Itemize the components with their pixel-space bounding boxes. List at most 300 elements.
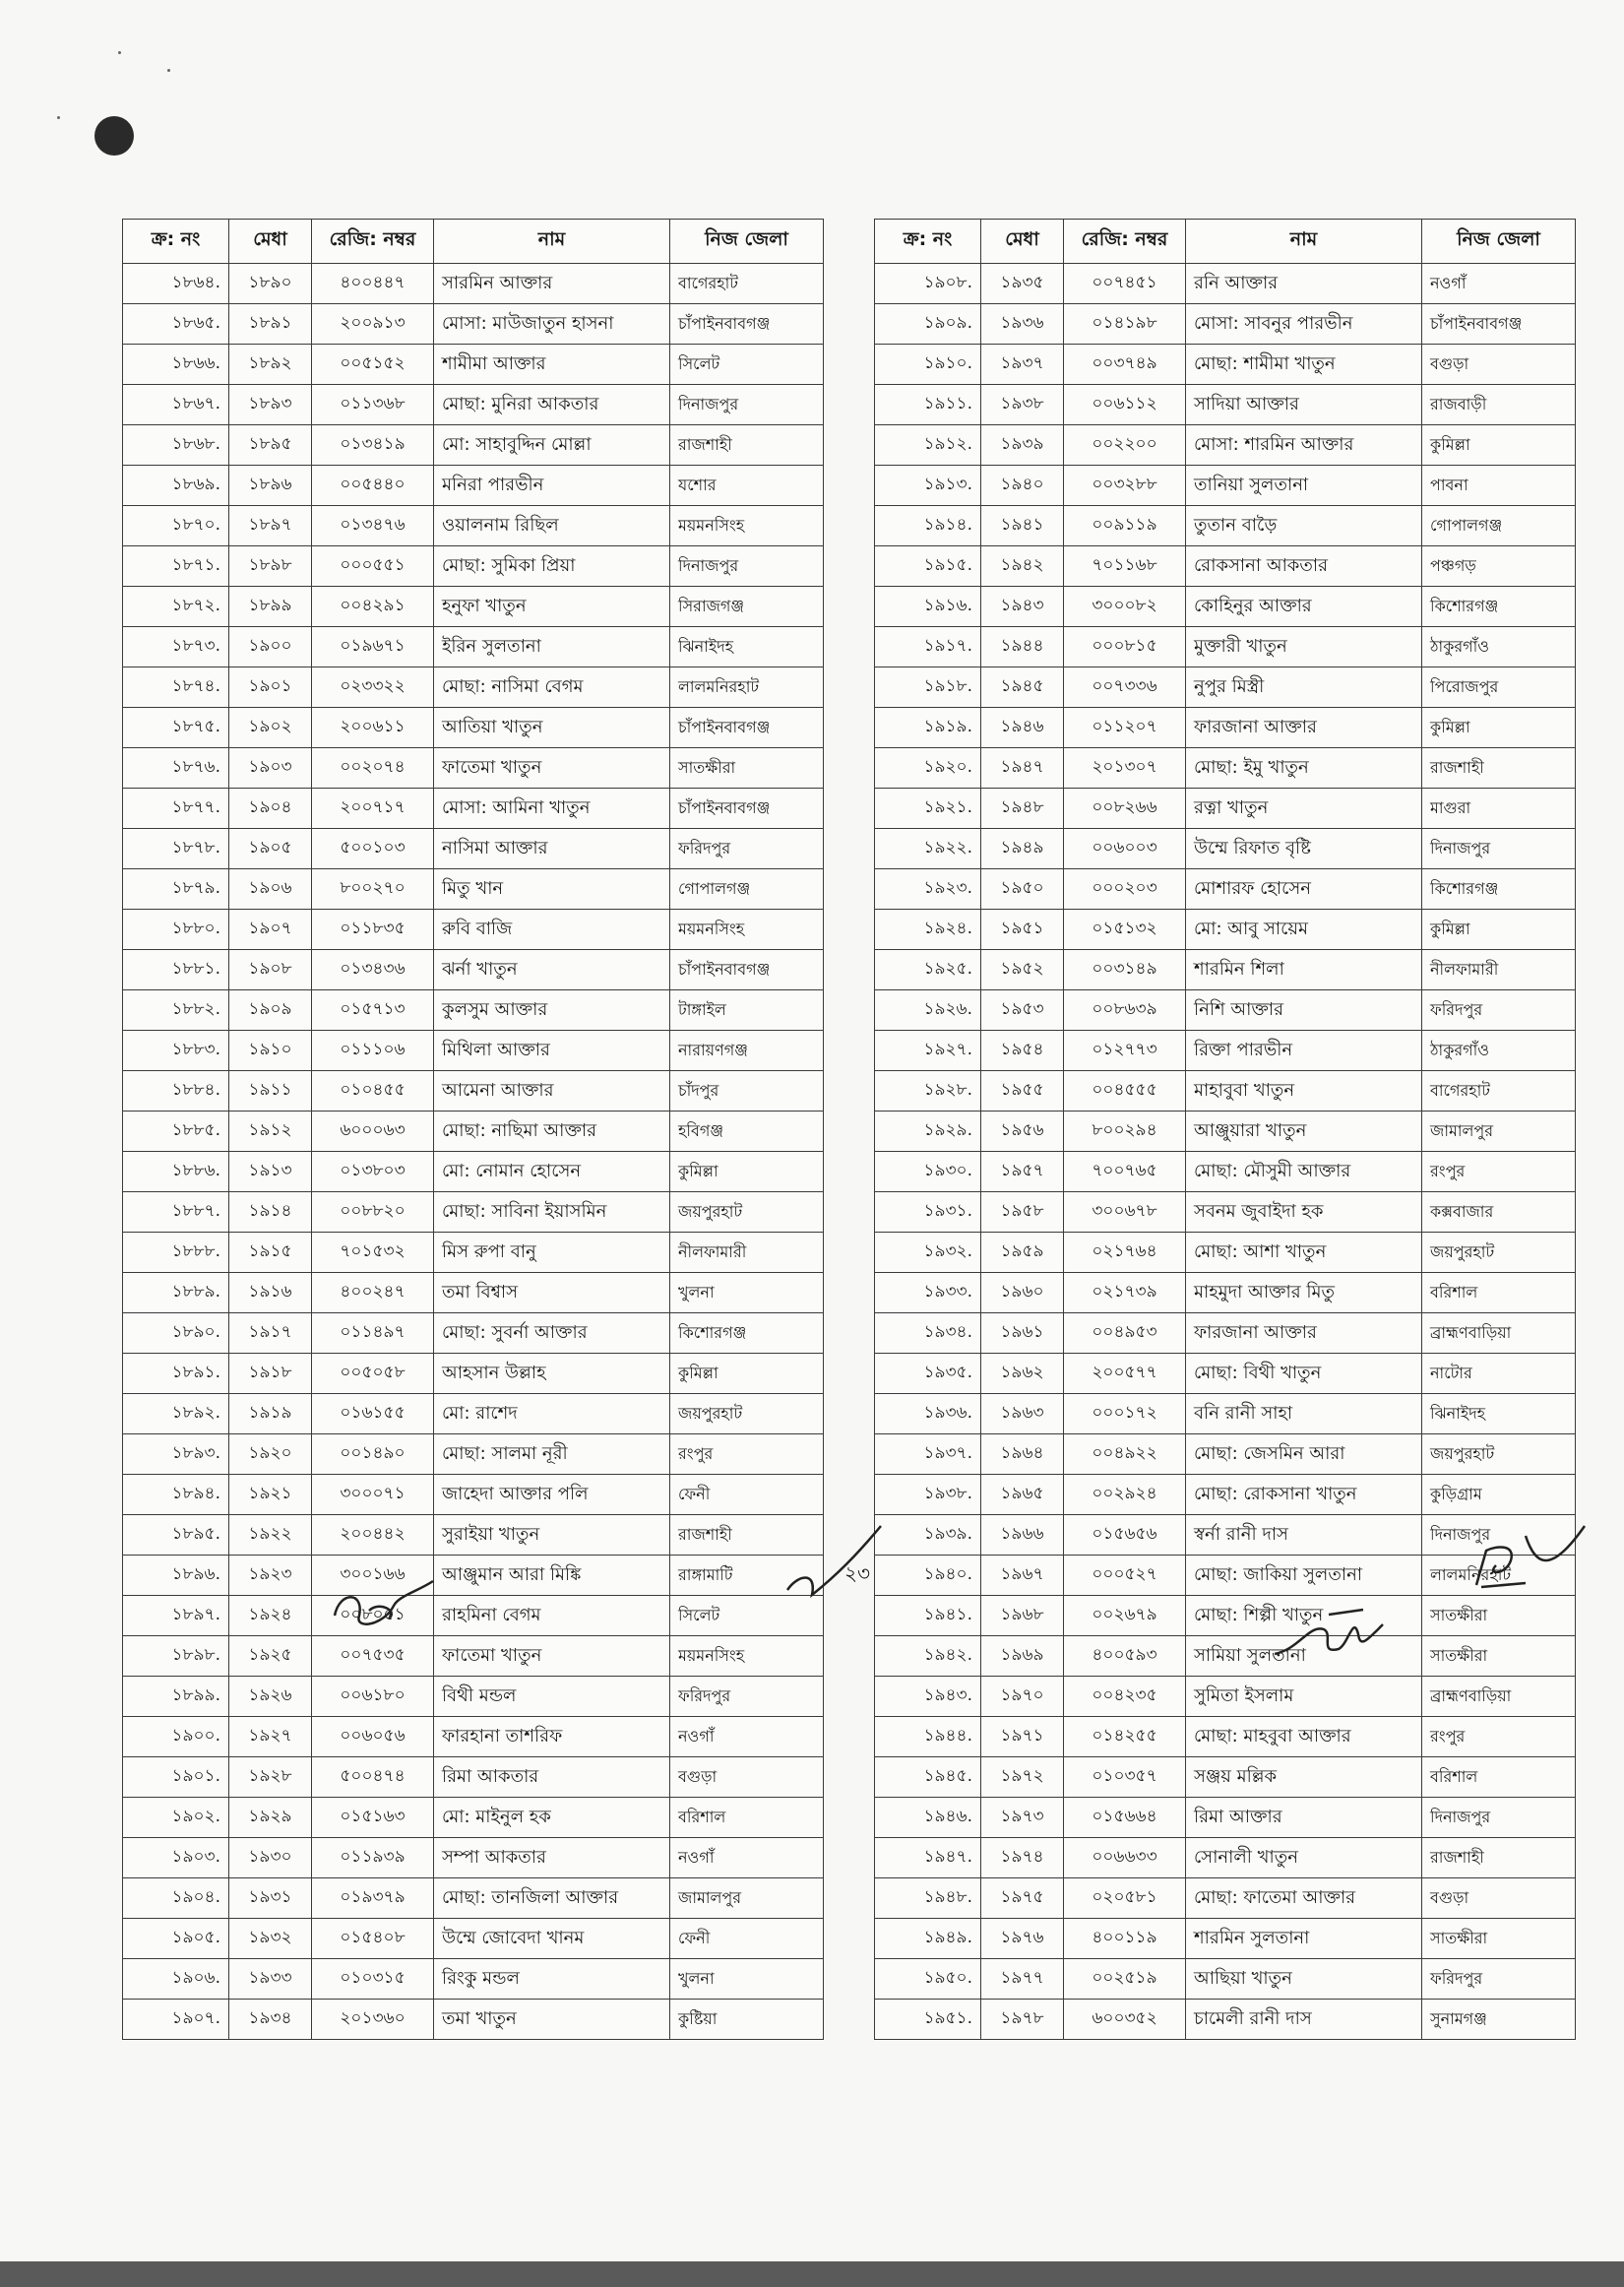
- reg-number-cell: ০১১৮৩৫: [312, 910, 434, 950]
- table-row: [875, 1394, 1576, 1434]
- name-cell: মো: নোমান হোসেন: [434, 1152, 670, 1192]
- reg-number-cell: ০১১৩৬৮: [312, 385, 434, 425]
- merit-cell: ১৯০১: [229, 667, 312, 708]
- serial-cell: ১৮৯৪.: [123, 1475, 229, 1515]
- serial-cell: ১৮৯২.: [123, 1394, 229, 1434]
- table-row: [875, 1677, 1576, 1717]
- table-row: [875, 2000, 1576, 2040]
- name-cell: মো: মাইনুল হক: [434, 1798, 670, 1838]
- merit-cell: ১৯৬০: [981, 1273, 1064, 1313]
- name-cell: ওয়ালনাম রিছিল: [434, 506, 670, 546]
- serial-cell: ১৯৪৭.: [875, 1838, 981, 1878]
- serial-cell: ১৮৯৫.: [123, 1515, 229, 1556]
- signature-1: [325, 1571, 443, 1640]
- merit-cell: ১৯১১: [229, 1071, 312, 1112]
- merit-cell: ১৯৪৮: [981, 789, 1064, 829]
- district-cell: পিরোজপুর: [1422, 667, 1576, 708]
- name-cell: আতিয়া খাতুন: [434, 708, 670, 748]
- name-cell: সারমিন আক্তার: [434, 264, 670, 304]
- reg-number-cell: ০১১৪৯৭: [312, 1313, 434, 1354]
- header-name: নাম: [1186, 220, 1422, 264]
- table-row: [875, 1071, 1576, 1112]
- table-row: [875, 1838, 1576, 1878]
- serial-cell: ১৯৩৩.: [875, 1273, 981, 1313]
- merit-cell: ১৯২১: [229, 1475, 312, 1515]
- reg-number-cell: ০০১৪৯০: [312, 1434, 434, 1475]
- merit-cell: ১৯৩০: [229, 1838, 312, 1878]
- name-cell: শারমিন সুলতানা: [1186, 1919, 1422, 1959]
- district-cell: চাঁদপুর: [670, 1071, 824, 1112]
- table-row: [875, 1475, 1576, 1515]
- merit-cell: ১৯১০: [229, 1031, 312, 1071]
- reg-number-cell: ৭০১৫৩২: [312, 1233, 434, 1273]
- table-row: [875, 627, 1576, 667]
- table-row: [123, 1152, 824, 1192]
- district-cell: হবিগঞ্জ: [670, 1112, 824, 1152]
- name-cell: সম্পা আকতার: [434, 1838, 670, 1878]
- serial-cell: ১৯০৫.: [123, 1919, 229, 1959]
- district-cell: মাগুরা: [1422, 789, 1576, 829]
- serial-cell: ১৮৭২.: [123, 587, 229, 627]
- serial-cell: ১৮৮৪.: [123, 1071, 229, 1112]
- name-cell: মো: রাশেদ: [434, 1394, 670, 1434]
- reg-number-cell: ০০৮৮২০: [312, 1192, 434, 1233]
- reg-number-cell: ০০৫৪৪০: [312, 466, 434, 506]
- serial-cell: ১৯৪৯.: [875, 1919, 981, 1959]
- merit-cell: ১৯৬৩: [981, 1394, 1064, 1434]
- reg-number-cell: ০১৫৬৬৪: [1064, 1798, 1186, 1838]
- reg-number-cell: ০০০২০৩: [1064, 869, 1186, 910]
- merit-cell: ১৯৪২: [981, 546, 1064, 587]
- name-cell: কোহিনুর আক্তার: [1186, 587, 1422, 627]
- table-row: [123, 910, 824, 950]
- name-cell: মোছা: বিথী খাতুন: [1186, 1354, 1422, 1394]
- merit-cell: ১৯০৪: [229, 789, 312, 829]
- merit-cell: ১৯৬৬: [981, 1515, 1064, 1556]
- district-cell: সাতক্ষীরা: [670, 748, 824, 789]
- serial-cell: ১৯৩২.: [875, 1233, 981, 1273]
- district-cell: কুমিল্লা: [670, 1354, 824, 1394]
- serial-cell: ১৮৯৭.: [123, 1596, 229, 1636]
- serial-cell: ১৯১৮.: [875, 667, 981, 708]
- reg-number-cell: ০২১৭৩৯: [1064, 1273, 1186, 1313]
- table-row: [123, 1838, 824, 1878]
- serial-cell: ১৯১৪.: [875, 506, 981, 546]
- serial-cell: ১৮৭৯.: [123, 869, 229, 910]
- reg-number-cell: ০২০৫৮১: [1064, 1878, 1186, 1919]
- reg-number-cell: ০১৫১৬৩: [312, 1798, 434, 1838]
- merit-cell: ১৮৯১: [229, 304, 312, 345]
- table-row: [123, 1475, 824, 1515]
- table-row: [875, 869, 1576, 910]
- district-cell: সাতক্ষীরা: [1422, 1636, 1576, 1677]
- serial-cell: ১৮৮২.: [123, 990, 229, 1031]
- district-cell: চাঁপাইনবাবগঞ্জ: [1422, 304, 1576, 345]
- name-cell: স্বর্না রানী দাস: [1186, 1515, 1422, 1556]
- district-cell: ঝিনাইদহ: [1422, 1394, 1576, 1434]
- merit-cell: ১৯৪৩: [981, 587, 1064, 627]
- table-row: [123, 425, 824, 466]
- reg-number-cell: ২০০৫৭৭: [1064, 1354, 1186, 1394]
- table-row: [123, 1798, 824, 1838]
- table-row: [875, 950, 1576, 990]
- merit-cell: ১৯২৫: [229, 1636, 312, 1677]
- name-cell: মোছা: জাকিয়া সুলতানা: [1186, 1556, 1422, 1596]
- table-row: [123, 990, 824, 1031]
- name-cell: মোসা: শারমিন আক্তার: [1186, 425, 1422, 466]
- district-cell: চাঁপাইনবাবগঞ্জ: [670, 789, 824, 829]
- name-cell: মিতু খান: [434, 869, 670, 910]
- table-row: [875, 990, 1576, 1031]
- reg-number-cell: ২০০৬১১: [312, 708, 434, 748]
- merit-cell: ১৯৫১: [981, 910, 1064, 950]
- name-cell: তমা খাতুন: [434, 2000, 670, 2040]
- serial-cell: ১৯৩৭.: [875, 1434, 981, 1475]
- district-cell: ঝিনাইদহ: [670, 627, 824, 667]
- name-cell: ফারজানা আক্তার: [1186, 708, 1422, 748]
- serial-cell: ১৯৪৫.: [875, 1757, 981, 1798]
- reg-number-cell: ০০৪২৯১: [312, 587, 434, 627]
- reg-number-cell: ৪০০২৪৭: [312, 1273, 434, 1313]
- serial-cell: ১৮৮৬.: [123, 1152, 229, 1192]
- table-row: [123, 385, 824, 425]
- district-cell: রাজশাহী: [670, 1515, 824, 1556]
- table-row: [875, 1434, 1576, 1475]
- name-cell: মোছা: সাবিনা ইয়াসমিন: [434, 1192, 670, 1233]
- name-cell: মোছা: নাসিমা বেগম: [434, 667, 670, 708]
- serial-cell: ১৯৩৮.: [875, 1475, 981, 1515]
- serial-cell: ১৮৭৫.: [123, 708, 229, 748]
- name-cell: মোছা: আশা খাতুন: [1186, 1233, 1422, 1273]
- table-row: [875, 1031, 1576, 1071]
- reg-number-cell: ০০৮২৬৬: [1064, 789, 1186, 829]
- merit-cell: ১৯৬৭: [981, 1556, 1064, 1596]
- table-row: [875, 667, 1576, 708]
- district-cell: ফরিদপুর: [670, 829, 824, 869]
- table-header-row: [123, 220, 824, 264]
- reg-number-cell: ০০৪২৩৫: [1064, 1677, 1186, 1717]
- district-cell: কুষ্টিয়া: [670, 2000, 824, 2040]
- table-row: [875, 1757, 1576, 1798]
- table-row: [123, 1636, 824, 1677]
- name-cell: মোসা: সাবনুর পারভীন: [1186, 304, 1422, 345]
- table-row: [875, 748, 1576, 789]
- merit-cell: ১৮৯৫: [229, 425, 312, 466]
- table-row: [123, 1273, 824, 1313]
- name-cell: রুবি বাজি: [434, 910, 670, 950]
- name-cell: তানিয়া সুলতানা: [1186, 466, 1422, 506]
- name-cell: মোছা: মাহবুবা আক্তার: [1186, 1717, 1422, 1757]
- district-cell: সাতক্ষীরা: [1422, 1596, 1576, 1636]
- table-row: [875, 1233, 1576, 1273]
- serial-cell: ১৮৬৫.: [123, 304, 229, 345]
- district-cell: ফেনী: [670, 1919, 824, 1959]
- merit-cell: ১৯২৮: [229, 1757, 312, 1798]
- merit-cell: ১৯২৬: [229, 1677, 312, 1717]
- reg-number-cell: ০১৩৪১৯: [312, 425, 434, 466]
- district-cell: কক্সবাজার: [1422, 1192, 1576, 1233]
- name-cell: মোছা: ইমু খাতুন: [1186, 748, 1422, 789]
- name-cell: রাহমিনা বেগম: [434, 1596, 670, 1636]
- district-cell: নওগাঁ: [670, 1838, 824, 1878]
- name-cell: হনুফা খাতুন: [434, 587, 670, 627]
- table-row: [123, 2000, 824, 2040]
- name-cell: মোছা: মুনিরা আকতার: [434, 385, 670, 425]
- reg-number-cell: ০০০৮১৫: [1064, 627, 1186, 667]
- district-cell: রাজশাহী: [1422, 1838, 1576, 1878]
- serial-cell: ১৯৪০.: [875, 1556, 981, 1596]
- merit-cell: ১৯৬৮: [981, 1596, 1064, 1636]
- reg-number-cell: ০০৩১৪৯: [1064, 950, 1186, 990]
- name-cell: রনি আক্তার: [1186, 264, 1422, 304]
- table-row: [123, 1959, 824, 2000]
- table-row: [875, 1273, 1576, 1313]
- merit-cell: ১৯৬৫: [981, 1475, 1064, 1515]
- reg-number-cell: ৩০০৬৭৮: [1064, 1192, 1186, 1233]
- table-row: [875, 1878, 1576, 1919]
- serial-cell: ১৯০২.: [123, 1798, 229, 1838]
- serial-cell: ১৮৯৮.: [123, 1636, 229, 1677]
- table-row: [123, 950, 824, 990]
- reg-number-cell: ২০০৪৪২: [312, 1515, 434, 1556]
- table-row: [123, 466, 824, 506]
- merit-cell: ১৮৯০: [229, 264, 312, 304]
- reg-number-cell: ০১৬১৫৫: [312, 1394, 434, 1434]
- scan-speck: [57, 116, 60, 119]
- reg-number-cell: ০১৪২৫৫: [1064, 1717, 1186, 1757]
- reg-number-cell: ০০২৯২৪: [1064, 1475, 1186, 1515]
- reg-number-cell: ০২৩৩২২: [312, 667, 434, 708]
- district-cell: চাঁপাইনবাবগঞ্জ: [670, 950, 824, 990]
- table-row: [875, 1636, 1576, 1677]
- serial-cell: ১৯১০.: [875, 345, 981, 385]
- merit-cell: ১৯৪৫: [981, 667, 1064, 708]
- merit-cell: ১৯৭৩: [981, 1798, 1064, 1838]
- serial-cell: ১৯২২.: [875, 829, 981, 869]
- scan-bottom-edge: [0, 2261, 1624, 2287]
- name-cell: মোছা: সালমা নূরী: [434, 1434, 670, 1475]
- serial-cell: ১৯৪৮.: [875, 1878, 981, 1919]
- district-cell: ময়মনসিংহ: [670, 506, 824, 546]
- merit-cell: ১৯১৬: [229, 1273, 312, 1313]
- name-cell: মোছা: সুমিকা প্রিয়া: [434, 546, 670, 587]
- merit-cell: ১৯৫৭: [981, 1152, 1064, 1192]
- reg-number-cell: ০২১৭৬৪: [1064, 1233, 1186, 1273]
- table-row: [875, 425, 1576, 466]
- table-row: [123, 1434, 824, 1475]
- merit-cell: ১৯৭৫: [981, 1878, 1064, 1919]
- reg-number-cell: ০০৭৪৫১: [1064, 264, 1186, 304]
- serial-cell: ১৮৮৯.: [123, 1273, 229, 1313]
- district-cell: ফরিদপুর: [670, 1677, 824, 1717]
- district-cell: নীলফামারী: [670, 1233, 824, 1273]
- table-row: [123, 1313, 824, 1354]
- serial-cell: ১৯০৩.: [123, 1838, 229, 1878]
- district-cell: কিশোরগঞ্জ: [1422, 869, 1576, 910]
- serial-cell: ১৯৫১.: [875, 2000, 981, 2040]
- reg-number-cell: ০১৩৪৭৬: [312, 506, 434, 546]
- table-row: [123, 1717, 824, 1757]
- district-cell: সিরাজগঞ্জ: [670, 587, 824, 627]
- table-row: [875, 587, 1576, 627]
- table-row: [123, 587, 824, 627]
- merit-cell: ১৯২৯: [229, 1798, 312, 1838]
- table-row: [123, 506, 824, 546]
- reg-number-cell: ০০২৫১৯: [1064, 1959, 1186, 2000]
- name-cell: তমা বিশ্বাস: [434, 1273, 670, 1313]
- merit-cell: ১৮৯৩: [229, 385, 312, 425]
- header-reg-number: রেজি: নম্বর: [1064, 220, 1186, 264]
- reg-number-cell: ০০৭৩৩৬: [1064, 667, 1186, 708]
- name-cell: রিক্তা পারভীন: [1186, 1031, 1422, 1071]
- merit-cell: ১৯২০: [229, 1434, 312, 1475]
- merit-cell: ১৮৯৭: [229, 506, 312, 546]
- merit-cell: ১৮৯৬: [229, 466, 312, 506]
- table-row: [123, 1112, 824, 1152]
- table-row: [123, 829, 824, 869]
- name-cell: মো: আবু সায়েম: [1186, 910, 1422, 950]
- name-cell: চামেলী রানী দাস: [1186, 2000, 1422, 2040]
- reg-number-cell: ৪০০১১৯: [1064, 1919, 1186, 1959]
- reg-number-cell: ০১০৪৫৫: [312, 1071, 434, 1112]
- district-cell: রংপুর: [1422, 1717, 1576, 1757]
- reg-number-cell: ০০৬৬৩৩: [1064, 1838, 1186, 1878]
- serial-cell: ১৯১২.: [875, 425, 981, 466]
- reg-number-cell: ০১৫৬৫৬: [1064, 1515, 1186, 1556]
- serial-cell: ১৯০৪.: [123, 1878, 229, 1919]
- serial-cell: ১৯২৪.: [875, 910, 981, 950]
- name-cell: ঝর্না খাতুন: [434, 950, 670, 990]
- serial-cell: ১৯২৮.: [875, 1071, 981, 1112]
- reg-number-cell: ০১১২০৭: [1064, 708, 1186, 748]
- merit-cell: ১৯৬৯: [981, 1636, 1064, 1677]
- serial-cell: ১৯২৬.: [875, 990, 981, 1031]
- district-cell: ময়মনসিংহ: [670, 910, 824, 950]
- reg-number-cell: ০০২৬৭৯: [1064, 1596, 1186, 1636]
- district-cell: লালমনিরহাট: [670, 667, 824, 708]
- serial-cell: ১৮৬৭.: [123, 385, 229, 425]
- district-cell: বগুড়া: [670, 1757, 824, 1798]
- serial-cell: ১৮৮৩.: [123, 1031, 229, 1071]
- name-cell: নাসিমা আক্তার: [434, 829, 670, 869]
- reg-number-cell: ৪০০৪৪৭: [312, 264, 434, 304]
- district-cell: চাঁপাইনবাবগঞ্জ: [670, 708, 824, 748]
- table-row: [123, 1031, 824, 1071]
- name-cell: মোছা: নাছিমা আক্তার: [434, 1112, 670, 1152]
- merit-list-table-left: [122, 219, 824, 2040]
- name-cell: কুলসুম আক্তার: [434, 990, 670, 1031]
- table-row: [123, 667, 824, 708]
- serial-cell: ১৯৪৪.: [875, 1717, 981, 1757]
- name-cell: মোছা: ফাতেমা আক্তার: [1186, 1878, 1422, 1919]
- merit-cell: ১৯১৯: [229, 1394, 312, 1434]
- serial-cell: ১৯০৬.: [123, 1959, 229, 2000]
- reg-number-cell: ৮০০২৯৪: [1064, 1112, 1186, 1152]
- merit-cell: ১৯৪৭: [981, 748, 1064, 789]
- header-home-district: নিজ জেলা: [1422, 220, 1576, 264]
- header-merit: মেধা: [229, 220, 312, 264]
- table-row: [123, 1394, 824, 1434]
- name-cell: জাহেদা আক্তার পলি: [434, 1475, 670, 1515]
- merit-cell: ১৯৫৯: [981, 1233, 1064, 1273]
- table-row: [123, 264, 824, 304]
- serial-cell: ১৮৮১.: [123, 950, 229, 990]
- merit-cell: ১৯৭৮: [981, 2000, 1064, 2040]
- name-cell: মোছা: সুবর্না আক্তার: [434, 1313, 670, 1354]
- merit-cell: ১৮৯২: [229, 345, 312, 385]
- district-cell: ঠাকুরগাঁও: [1422, 1031, 1576, 1071]
- name-cell: নুপুর মিস্ত্রী: [1186, 667, 1422, 708]
- merit-cell: ১৯৫৮: [981, 1192, 1064, 1233]
- reg-number-cell: ০০৪৯৫৩: [1064, 1313, 1186, 1354]
- name-cell: বনি রানী সাহা: [1186, 1394, 1422, 1434]
- district-cell: দিনাজপুর: [1422, 829, 1576, 869]
- district-cell: কুড়িগ্রাম: [1422, 1475, 1576, 1515]
- reg-number-cell: ০১৫৪০৮: [312, 1919, 434, 1959]
- merit-cell: ১৯১৮: [229, 1354, 312, 1394]
- serial-cell: ১৮৯১.: [123, 1354, 229, 1394]
- serial-cell: ১৮৭৮.: [123, 829, 229, 869]
- serial-cell: ১৯১৩.: [875, 466, 981, 506]
- reg-number-cell: ০০৫০৫৮: [312, 1354, 434, 1394]
- name-cell: আমেনা আক্তার: [434, 1071, 670, 1112]
- district-cell: কুমিল্লা: [670, 1152, 824, 1192]
- district-cell: নওগাঁ: [670, 1717, 824, 1757]
- name-cell: মুক্তারী খাতুন: [1186, 627, 1422, 667]
- merit-cell: ১৯৩৪: [229, 2000, 312, 2040]
- table-row: [875, 708, 1576, 748]
- district-cell: ব্রাহ্মণবাড়িয়া: [1422, 1677, 1576, 1717]
- reg-number-cell: ০১১১০৬: [312, 1031, 434, 1071]
- name-cell: মোছা: রোকসানা খাতুন: [1186, 1475, 1422, 1515]
- serial-cell: ১৯৩৫.: [875, 1354, 981, 1394]
- merit-cell: ১৯২৪: [229, 1596, 312, 1636]
- reg-number-cell: ০০০৫৫১: [312, 546, 434, 587]
- serial-cell: ১৮৮৭.: [123, 1192, 229, 1233]
- serial-cell: ১৮৭৬.: [123, 748, 229, 789]
- name-cell: মোছা: তানজিলা আক্তার: [434, 1878, 670, 1919]
- header-reg-number: রেজি: নম্বর: [312, 220, 434, 264]
- reg-number-cell: ০০৩২৮৮: [1064, 466, 1186, 506]
- merit-cell: ১৯১৪: [229, 1192, 312, 1233]
- name-cell: আঞ্জুমান আরা মিঙ্কি: [434, 1556, 670, 1596]
- district-cell: গোপালগঞ্জ: [670, 869, 824, 910]
- district-cell: সিলেট: [670, 345, 824, 385]
- serial-cell: ১৯২৩.: [875, 869, 981, 910]
- name-cell: মোসা: মাউজাতুন হাসনা: [434, 304, 670, 345]
- serial-cell: ১৯২৭.: [875, 1031, 981, 1071]
- table-row: [875, 1313, 1576, 1354]
- reg-number-cell: ২০১৩০৭: [1064, 748, 1186, 789]
- reg-number-cell: ০১০৩৫৭: [1064, 1757, 1186, 1798]
- district-cell: নওগাঁ: [1422, 264, 1576, 304]
- merit-cell: ১৯০৩: [229, 748, 312, 789]
- reg-number-cell: ৭০১১৬৮: [1064, 546, 1186, 587]
- table-row: [875, 1192, 1576, 1233]
- name-cell: মোছা: মৌসুমী আক্তার: [1186, 1152, 1422, 1192]
- merit-cell: ১৯৩৯: [981, 425, 1064, 466]
- name-cell: নিশি আক্তার: [1186, 990, 1422, 1031]
- district-cell: নীলফামারী: [1422, 950, 1576, 990]
- table-row: [123, 1071, 824, 1112]
- district-cell: বরিশাল: [1422, 1757, 1576, 1798]
- table-row: [123, 1354, 824, 1394]
- reg-number-cell: ২০১৩৬০: [312, 2000, 434, 2040]
- name-cell: বিথী মন্ডল: [434, 1677, 670, 1717]
- table-row: [875, 789, 1576, 829]
- serial-cell: ১৯০৭.: [123, 2000, 229, 2040]
- serial-cell: ১৯২৫.: [875, 950, 981, 990]
